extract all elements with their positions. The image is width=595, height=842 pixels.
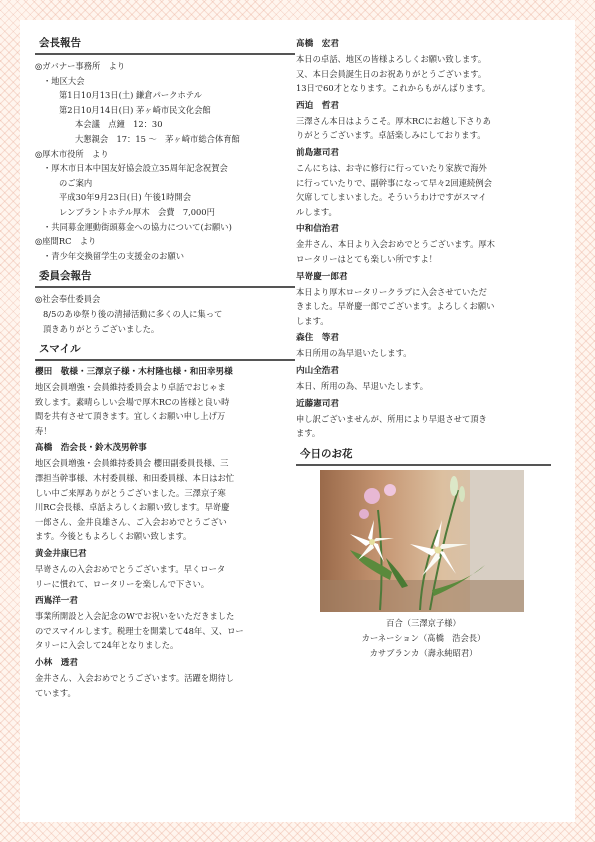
smile-message-line: 事業所開設と入会記念のWでお祝いをいただきました — [35, 611, 235, 622]
smile-member-name: 小林 透君 — [35, 658, 78, 668]
president-report-line: ◎厚木市役所 より — [35, 148, 109, 159]
committee-report-body — [35, 292, 295, 336]
smile-message-line: 本日所用の為早退いたします。 — [296, 348, 412, 359]
smile-member-name: 前島憲司君 — [296, 147, 339, 158]
president-report-line: ・共同募金運動街頭募金への協力について(お願い) — [43, 221, 232, 232]
flower-heading: 今日のお花 — [296, 445, 551, 466]
smile-message-line: 早嵜さんの入会おめでとうございます。早くロータ — [35, 564, 226, 575]
smile-message-line: 地区会員増強・会員維持委員会 櫻田副委員長様、三 — [35, 458, 229, 469]
committee-report-line: 頂きありがとうございました。 — [43, 323, 160, 334]
smile-member-name: 中和信治君 — [296, 224, 339, 235]
smile-message-line: ます。今後ともよろしくお願い致します。 — [35, 531, 192, 542]
smile-message-line: に行っていたりで、副幹事になって早々2回連続例会 — [296, 177, 492, 188]
smile-member-name: 内山全浩君 — [296, 365, 339, 376]
flower-caption: カーネーション（髙橋 浩会長） — [361, 632, 486, 643]
president-report-line: 第2日10月14日(日) 茅ヶ崎市民文化会館 — [59, 104, 211, 115]
smile-message-line: 地区会員増強・会員維持委員会より卓話でおじゃま — [35, 382, 226, 393]
smile-message-line: ています。 — [35, 687, 76, 698]
president-report-line: ・厚木市日本中国友好協会設立35周年記念祝賀会 — [43, 163, 228, 174]
smile-member-name: 黄金井康巳君 — [35, 549, 87, 560]
president-report-line: ◎座間RC より — [35, 236, 97, 247]
flower-captions — [296, 616, 551, 661]
smile-heading: スマイル — [35, 340, 295, 361]
smile-member-name: 西迫 哲君 — [296, 100, 339, 111]
smile-member-name: 早嵜慶一郎君 — [296, 271, 348, 282]
president-report-body — [35, 59, 295, 263]
smile-message-line: ます。 — [296, 428, 321, 439]
president-report-line: 平成30年9月23日(日) 午後1時開会 — [59, 192, 192, 203]
smile-member-name: 櫻田 敬様・三澤京子様・木村隆也様・和田幸男様 — [35, 367, 233, 378]
smile-message-line: 欠席してしまいました。そういうわけですがスマイ — [296, 192, 487, 203]
president-report-heading: 会長報告 — [35, 34, 295, 55]
committee-report-line: ◎社会奉仕委員会 — [35, 294, 101, 305]
smile-message-line: 本日より厚木ロータリークラブに入会させていただ — [296, 286, 487, 297]
smile-message-line: 間を共有させて頂きます。宜しくお願い申し上げ万 — [35, 411, 226, 422]
smile-message-line: こんにちは、お寺に修行に行っていたり家族で海外 — [296, 162, 487, 173]
smile-message-line: 又、本日会員誕生日のお祝ありがとうございます。 — [296, 68, 487, 79]
smile-message-line: 申し訳ございませんが、所用により早退させて頂き — [296, 413, 487, 424]
committee-report-heading: 委員会報告 — [35, 267, 295, 288]
flower-photo — [320, 470, 524, 612]
smile-message-line: リーに慣れて、ロータリーを楽しんで下さい。 — [35, 578, 210, 589]
smile-message-line: 致します。素晴らしい会場で厚木RCの皆様と良い時 — [35, 396, 230, 407]
president-report-line: レンブラントホテル厚木 会費 7,000円 — [59, 206, 215, 217]
smile-message-line: タリーに入会して24年となりました。 — [35, 640, 179, 651]
president-report-line: 大懇親会 17：15 ～ 茅ヶ崎市総合体育館 — [75, 133, 240, 144]
flower-caption: カサブランカ（壽永純昭君） — [369, 647, 478, 658]
smile-member-name: 髙橋 浩会長・鈴木茂男幹事 — [35, 443, 147, 454]
left-column — [35, 34, 295, 700]
lily-flower-image — [320, 470, 524, 612]
smile-message-line: ルします。 — [296, 206, 337, 217]
smile-member-name: 西嶌洋一君 — [35, 596, 78, 607]
smile-member-name: 近藤憲司君 — [296, 398, 339, 409]
flower-caption: 百合（三澤京子様） — [386, 617, 461, 628]
smile-message-line: 13日で60才となります。これからもがんばります。 — [296, 83, 491, 94]
president-report-line: のご案内 — [59, 177, 93, 188]
smile-message-line: ロータリーはとても楽しい所ですよ！ — [296, 253, 438, 264]
president-report-line: ◎ガバナー事務所 より — [35, 61, 126, 71]
smile-message-line: 本日の卓話、地区の皆様よろしくお願い致します。 — [296, 54, 487, 64]
president-report-line: ・地区大会 — [43, 75, 85, 86]
smile-message-line: 一郎さん、金井良雄さん、ご入会おめでとうござい — [35, 516, 227, 527]
page-sheet — [20, 20, 575, 822]
smile-message-line: 川RC会長様、卓話よろしくお願い致します。早嵜慶 — [35, 502, 230, 513]
president-report-line: 本会議 点鐘 12：30 — [75, 119, 163, 130]
smile-entries-continued — [296, 37, 551, 441]
committee-report-line: 8/5のあゆ祭り後の清掃活動に多くの人に集って — [43, 308, 223, 319]
smile-message-line: しい中ご来厚ありがとうございました。三澤京子寒 — [35, 487, 226, 498]
smile-message-line: りがとうございます。卓話楽しみにしております。 — [296, 130, 486, 141]
smile-message-line: きました。早嵜慶一郎でございます。よろしくお願い — [296, 301, 495, 312]
president-report-line: ・青少年交換留学生の支援金のお願い — [43, 250, 185, 261]
smile-message-line: します。 — [296, 315, 329, 326]
smile-member-name: 森住 等君 — [296, 333, 339, 344]
smile-message-line: 本日、所用の為、早退いたします。 — [296, 380, 429, 391]
smile-message-line: 金井さん、入会おめでとうございます。活躍を期待し — [35, 673, 234, 683]
right-column — [296, 34, 551, 661]
smile-message-line: 澤担当幹事様、木村委員様、和田委員様、本日はお忙 — [35, 473, 235, 484]
president-report-line: 第1日10月13日(土) 鎌倉パークホテル — [59, 90, 202, 101]
smile-message-line: 寿！ — [35, 425, 52, 436]
smile-message-line: のでスマイルします。税理士を開業して48年、又、ロー — [35, 625, 244, 636]
smile-entries — [35, 365, 295, 700]
smile-member-name: 髙橋 宏君 — [296, 39, 339, 49]
smile-message-line: 金井さん、本日より入会おめでとうございます。厚木 — [296, 239, 495, 250]
smile-message-line: 三澤さん本日はようこそ。厚木RCにお越し下さりあ — [296, 115, 491, 126]
